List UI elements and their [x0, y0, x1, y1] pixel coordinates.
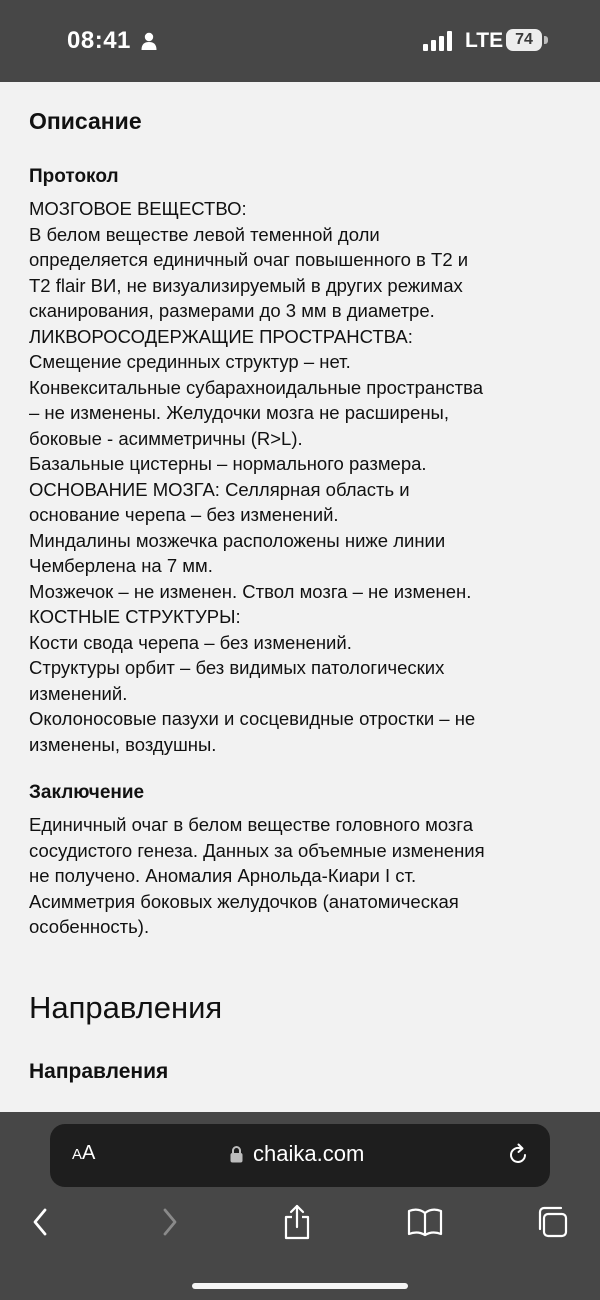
conclusion-line: сосудистого генеза. Данных за объемные изменения: [29, 839, 485, 861]
text-size-large-a: A: [82, 1142, 96, 1164]
directions-subtitle: Направления: [29, 1060, 169, 1083]
protocol-line: Околоносовые пазухи и сосцевидные отростки – не: [29, 708, 476, 729]
protocol-line: Миндалины мозжечка расположены ниже линии: [29, 529, 446, 551]
share-icon: [282, 1204, 312, 1240]
protocol-line: боковые - асимметричны (R>L).: [29, 427, 303, 449]
protocol-heading: Протокол: [29, 166, 119, 187]
share-button[interactable]: [277, 1202, 317, 1242]
protocol-line: ЛИКВОРОСОДЕРЖАЩИЕ ПРОСТРАНСТВА:: [29, 325, 413, 347]
person-icon: [141, 32, 157, 50]
network-type: LTE: [465, 29, 504, 52]
signal-icon: [423, 31, 454, 51]
protocol-line: Кости свода черепа – без изменений.: [29, 631, 352, 653]
protocol-line: Смещение срединных структур – нет.: [29, 351, 351, 372]
directions-title: Направления: [29, 990, 223, 1025]
protocol-line: определяется единичный очаг повышенного в Т2 и: [29, 249, 469, 270]
protocol-line: КОСТНЫЕ СТРУКТУРЫ:: [29, 606, 241, 627]
status-time: 08:41: [67, 27, 131, 54]
protocol-line: – не изменены. Желудочки мозга не расширены,: [29, 402, 449, 423]
browser-toolbar: [0, 1112, 600, 1300]
protocol-line: Мозжечок – не изменен. Ствол мозга – не изменен.: [29, 580, 472, 602]
address-bar[interactable]: [50, 1124, 550, 1187]
text-size-small-a: A: [72, 1146, 83, 1163]
protocol-line: изменений.: [29, 682, 128, 704]
conclusion-line: особенность).: [29, 916, 150, 937]
protocol-line: В белом веществе левой теменной доли: [29, 223, 380, 245]
protocol-line: Базальные цистерны – нормального размера.: [29, 453, 427, 474]
forward-icon: [160, 1207, 180, 1237]
protocol-line: Структуры орбит – без видимых патологических: [29, 657, 445, 678]
tabs-button[interactable]: [532, 1202, 572, 1242]
status-bar: [0, 0, 600, 82]
conclusion-line: не получено. Аномалия Арнольда-Киари I ст.: [29, 865, 417, 886]
protocol-line: ОСНОВАНИЕ МОЗГА: Селлярная область и: [29, 478, 410, 500]
text-size-button[interactable]: [72, 1142, 95, 1165]
conclusion-line: Единичный очаг в белом веществе головного мозга: [29, 814, 474, 835]
battery-icon: [506, 29, 542, 51]
protocol-line: Т2 flair ВИ, не визуализируемый в других режимах: [29, 274, 463, 296]
protocol-line: Конвекситальные субарахноидальные пространства: [29, 376, 484, 398]
url-text[interactable]: chaika.com: [253, 1141, 365, 1166]
protocol-line: сканирования, размерами до 3 мм в диаметре.: [29, 300, 435, 321]
reload-icon[interactable]: [506, 1143, 530, 1167]
battery-cap: [544, 36, 548, 44]
conclusion-line: Асимметрия боковых желудочков (анатомическая: [29, 890, 459, 912]
tabs-icon: [535, 1205, 569, 1239]
page-content[interactable]: [0, 82, 600, 1112]
bookmarks-button[interactable]: [405, 1202, 445, 1242]
forward-button[interactable]: [150, 1202, 190, 1242]
conclusion-heading: Заключение: [29, 782, 145, 803]
lock-icon: [230, 1145, 243, 1163]
protocol-text: [29, 196, 574, 757]
home-indicator[interactable]: [192, 1283, 408, 1289]
conclusion-text: [29, 812, 574, 940]
bookmarks-icon: [407, 1207, 443, 1237]
back-icon: [30, 1207, 50, 1237]
battery-level: 74: [515, 31, 533, 48]
protocol-line: основание черепа – без изменений.: [29, 504, 339, 525]
section-title-description: Описание: [29, 108, 142, 134]
protocol-line: изменены, воздушны.: [29, 733, 217, 755]
protocol-line: Чемберлена на 7 мм.: [29, 555, 213, 576]
back-button[interactable]: [20, 1202, 60, 1242]
protocol-line: МОЗГОВОЕ ВЕЩЕСТВО:: [29, 198, 247, 219]
